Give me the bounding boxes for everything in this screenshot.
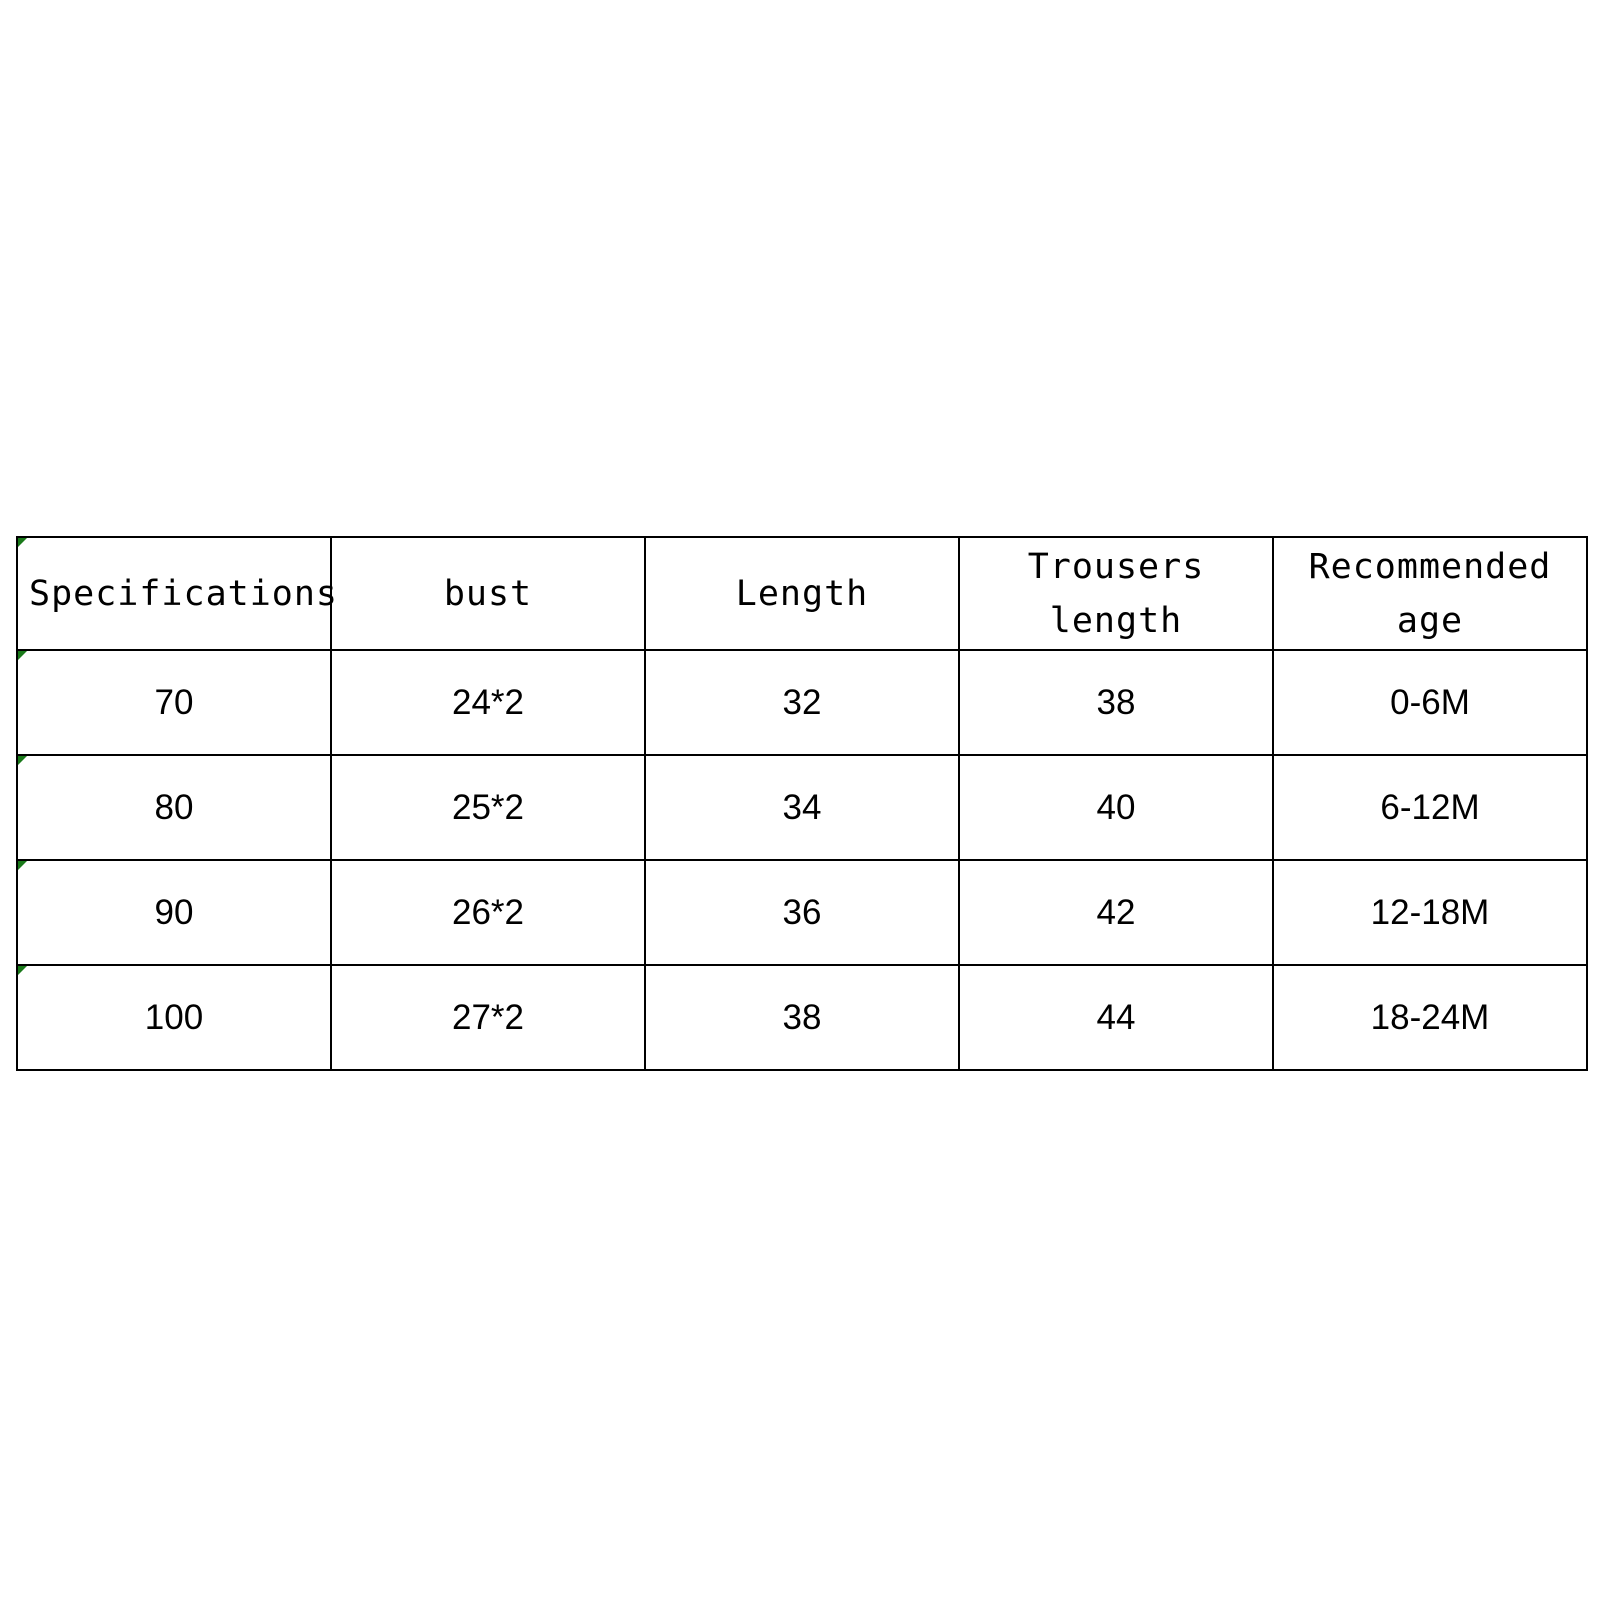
- cell-specification: 90: [17, 860, 331, 965]
- header-text: Trousers length: [1027, 546, 1205, 641]
- row-marker-icon: [18, 651, 27, 660]
- row-marker-icon: [18, 861, 27, 870]
- cell-trousers-length: 44: [959, 965, 1273, 1070]
- header-cell-length: [645, 537, 959, 650]
- cell-trousers-length: 38: [959, 650, 1273, 755]
- row-marker-icon: [18, 538, 27, 547]
- header-text: Recommended age: [1308, 546, 1552, 641]
- cell-length: 34: [645, 755, 959, 860]
- cell-specification: 80: [17, 755, 331, 860]
- cell-recommended-age: 18-24M: [1273, 965, 1587, 1070]
- row-marker-icon: [18, 966, 27, 975]
- cell-length: 38: [645, 965, 959, 1070]
- table-row: [17, 755, 1587, 860]
- cell-recommended-age: 0-6M: [1273, 650, 1587, 755]
- cell-recommended-age: 12-18M: [1273, 860, 1587, 965]
- header-text: Length: [735, 573, 869, 614]
- header-text: Specifications: [29, 573, 339, 614]
- cell-specification: 70: [17, 650, 331, 755]
- table-row: [17, 860, 1587, 965]
- row-marker-icon: [18, 756, 27, 765]
- header-text: bust: [443, 573, 533, 614]
- header-cell-specifications: [17, 537, 339, 650]
- header-cell-recommended-age: [1273, 537, 1587, 650]
- header-row: [17, 537, 1587, 650]
- cell-length: 36: [645, 860, 959, 965]
- cell-specification: 100: [17, 965, 331, 1070]
- cell-bust: 25*2: [331, 755, 645, 860]
- table-row: [17, 965, 1587, 1070]
- cell-trousers-length: 40: [959, 755, 1273, 860]
- cell-length: 32: [645, 650, 959, 755]
- size-chart-table: [16, 536, 1588, 1071]
- cell-bust: 26*2: [331, 860, 645, 965]
- cell-bust: 27*2: [331, 965, 645, 1070]
- cell-trousers-length: 42: [959, 860, 1273, 965]
- table-row: [17, 650, 1587, 755]
- header-cell-trousers-length: [959, 537, 1273, 650]
- cell-recommended-age: 6-12M: [1273, 755, 1587, 860]
- cell-bust: 24*2: [331, 650, 645, 755]
- header-cell-bust: [331, 537, 645, 650]
